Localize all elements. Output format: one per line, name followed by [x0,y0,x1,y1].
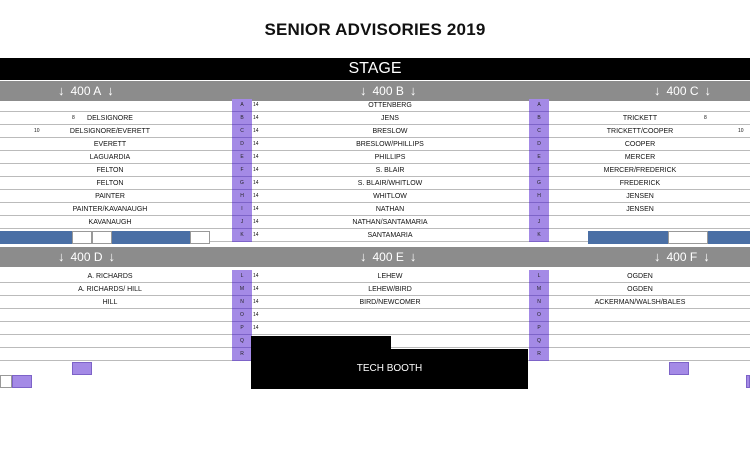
row-label: H [529,190,549,203]
section-400a [58,81,114,101]
row-label: N [529,296,549,309]
row-tag: 10 [738,128,744,134]
section-label: 400 A [70,84,102,98]
row-label: G [232,177,252,190]
row-label: M [232,283,252,296]
row-label: L [529,270,549,283]
arrow-down-icon: ↓ [58,249,65,264]
row-label: J [232,216,252,229]
seat-name-right: JENSEN [626,193,654,200]
row-count: 14 [253,115,259,121]
row-count: 14 [253,232,259,238]
seat-name-left: A. RICHARDS/ HILL [78,286,142,293]
seat-name-center: S. BLAIR/WHITLOW [357,180,423,187]
row-count: 14 [253,128,259,134]
arrow-down-icon: ↓ [654,83,661,98]
seat-block [72,231,92,244]
row-count: 14 [253,180,259,186]
section-400b [360,81,416,101]
row-label: A [529,99,549,112]
seat-name-left [20,309,200,322]
row-label: K [529,229,549,242]
row-tag: 8 [704,115,707,121]
arrow-down-icon: ↓ [703,249,710,264]
row-label: F [529,164,549,177]
row-count: 14 [253,206,259,212]
row-label: E [232,151,252,164]
row-label: M [529,283,549,296]
row-label: I [232,203,252,216]
seat-name-center: SANTAMARIA [367,232,413,239]
seat-name-right: MERCER [624,154,656,161]
row-label: O [529,309,549,322]
seat-marker [746,375,750,388]
row-count: 14 [253,299,259,305]
seat-name-right: ACKERMAN/WALSH/BALES [594,299,686,306]
tech-booth-label: TECH BOOTH [356,363,423,374]
seat-name-right [560,335,720,348]
seat-name-right: OGDEN [627,286,653,293]
section-400f [654,247,710,267]
seat-marker [72,362,92,375]
seat-name-left [20,335,200,348]
row-label: K [232,229,252,242]
seat-name-right: FREDERICK [619,180,661,187]
row-label: P [232,322,252,335]
seat-name-left: HILL [102,299,118,306]
arrow-down-icon: ↓ [409,249,417,264]
section-400c [654,81,711,101]
seat-name-center: BRESLOW [372,128,408,135]
seat-name-left: EVERETT [93,141,127,148]
seat-name-right [560,322,720,335]
row-label: O [232,309,252,322]
section-label: 400 F [666,250,698,264]
row-label: D [529,138,549,151]
stage-banner: STAGE [0,58,750,80]
seat-block [588,231,668,244]
row-label: P [529,322,549,335]
top-section-header [0,81,750,101]
arrow-down-icon: ↓ [360,249,367,264]
tech-booth [251,349,528,389]
arrow-down-icon: ↓ [654,249,661,264]
section-label: 400 B [372,84,404,98]
row-label: A [232,99,252,112]
seat-name-left [20,99,200,112]
seat-name-left: LAGUARDIA [89,154,131,161]
row-label: F [232,164,252,177]
row-label: H [232,190,252,203]
seat-marker [669,362,689,375]
row-label: C [232,125,252,138]
seat-name-center: LEHEW [377,273,403,280]
seat-block [190,231,210,244]
section-400e [360,247,416,267]
seat-marker [12,375,32,388]
seat-name-left: DELSIGNORE/EVERETT [69,128,151,135]
seat-block [668,231,708,244]
arrow-down-icon: ↓ [409,83,417,98]
section-label: 400 D [70,250,103,264]
arrow-down-icon: ↓ [58,83,65,98]
row-count: 14 [253,167,259,173]
arrow-down-icon: ↓ [360,83,367,98]
seat-name-center: JENS [381,115,399,122]
seat-name-left [20,322,200,335]
row-label: B [529,112,549,125]
row-count: 14 [253,193,259,199]
row-label: J [529,216,549,229]
arrow-down-icon: ↓ [108,249,116,264]
row-label: E [529,151,549,164]
seat-block [0,231,72,244]
seat-name-left: FELTON [96,167,124,174]
seat-name-right: COOPER [624,141,656,148]
section-400d [58,247,115,267]
row-label: Q [232,335,252,348]
page-title: SENIOR ADVISORIES 2019 [264,20,486,39]
seat-name-left: A. RICHARDS [87,273,133,280]
seat-block [92,231,112,244]
seat-block [708,231,750,244]
seat-name-right: TRICKETT/COOPER [606,128,674,135]
seat-name-left: KAVANAUGH [88,219,132,226]
row-label: R [529,348,549,361]
row-label: Q [529,335,549,348]
arrow-down-icon: ↓ [704,83,712,98]
row-tag: 8 [72,115,75,121]
row-label: R [232,348,252,361]
row-count: 14 [253,141,259,147]
seat-name-right: TRICKETT [622,115,658,122]
row-label: I [529,203,549,216]
seat-name-center: PHILLIPS [374,154,406,161]
row-count: 14 [253,273,259,279]
seat-name-center: NATHAN/SANTAMARIA [352,219,428,226]
seat-name-left: DELSIGNORE [87,115,133,122]
seat-name-center: WHITLOW [373,193,407,200]
seat-name-center [260,309,520,322]
row-count: 14 [253,102,259,108]
seat-name-right [560,216,720,229]
seat-name-center: LEHEW/BIRD [368,286,412,293]
row-label: B [232,112,252,125]
row-label: G [529,177,549,190]
section-label: 400 E [372,250,404,264]
seat-name-left [20,348,200,361]
seat-name-right: MERCER/FREDERICK [603,167,677,174]
seat-name-left: PAINTER [95,193,125,200]
seat-block [112,231,190,244]
row-label: D [232,138,252,151]
seat-name-center [260,322,520,335]
seat-name-center: BRESLOW/PHILLIPS [356,141,424,148]
row-count: 14 [253,325,259,331]
seat-name-left: PAINTER/KAVANAUGH [72,206,148,213]
seat-name-right [560,309,720,322]
seat-name-center: BIRD/NEWCOMER [359,299,421,306]
row-label: N [232,296,252,309]
seat-name-center: S. BLAIR [375,167,405,174]
row-count: 14 [253,219,259,225]
row-count: 14 [253,154,259,160]
seat-name-center: OTTENBERG [368,102,412,109]
row-count: 14 [253,286,259,292]
row-label: C [529,125,549,138]
seat-name-left: FELTON [96,180,124,187]
bottom-section-header [0,247,750,267]
row-tag: 10 [34,128,40,134]
seat-name-center: NATHAN [375,206,405,213]
seat-name-right: OGDEN [627,273,653,280]
section-label: 400 C [666,84,699,98]
seat-name-right [560,348,720,361]
tech-booth-top [251,336,391,349]
row-label: L [232,270,252,283]
seat-name-right [560,99,720,112]
seat-block [0,375,12,388]
arrow-down-icon: ↓ [107,83,114,98]
seat-name-right: JENSEN [626,206,654,213]
row-count: 14 [253,312,259,318]
